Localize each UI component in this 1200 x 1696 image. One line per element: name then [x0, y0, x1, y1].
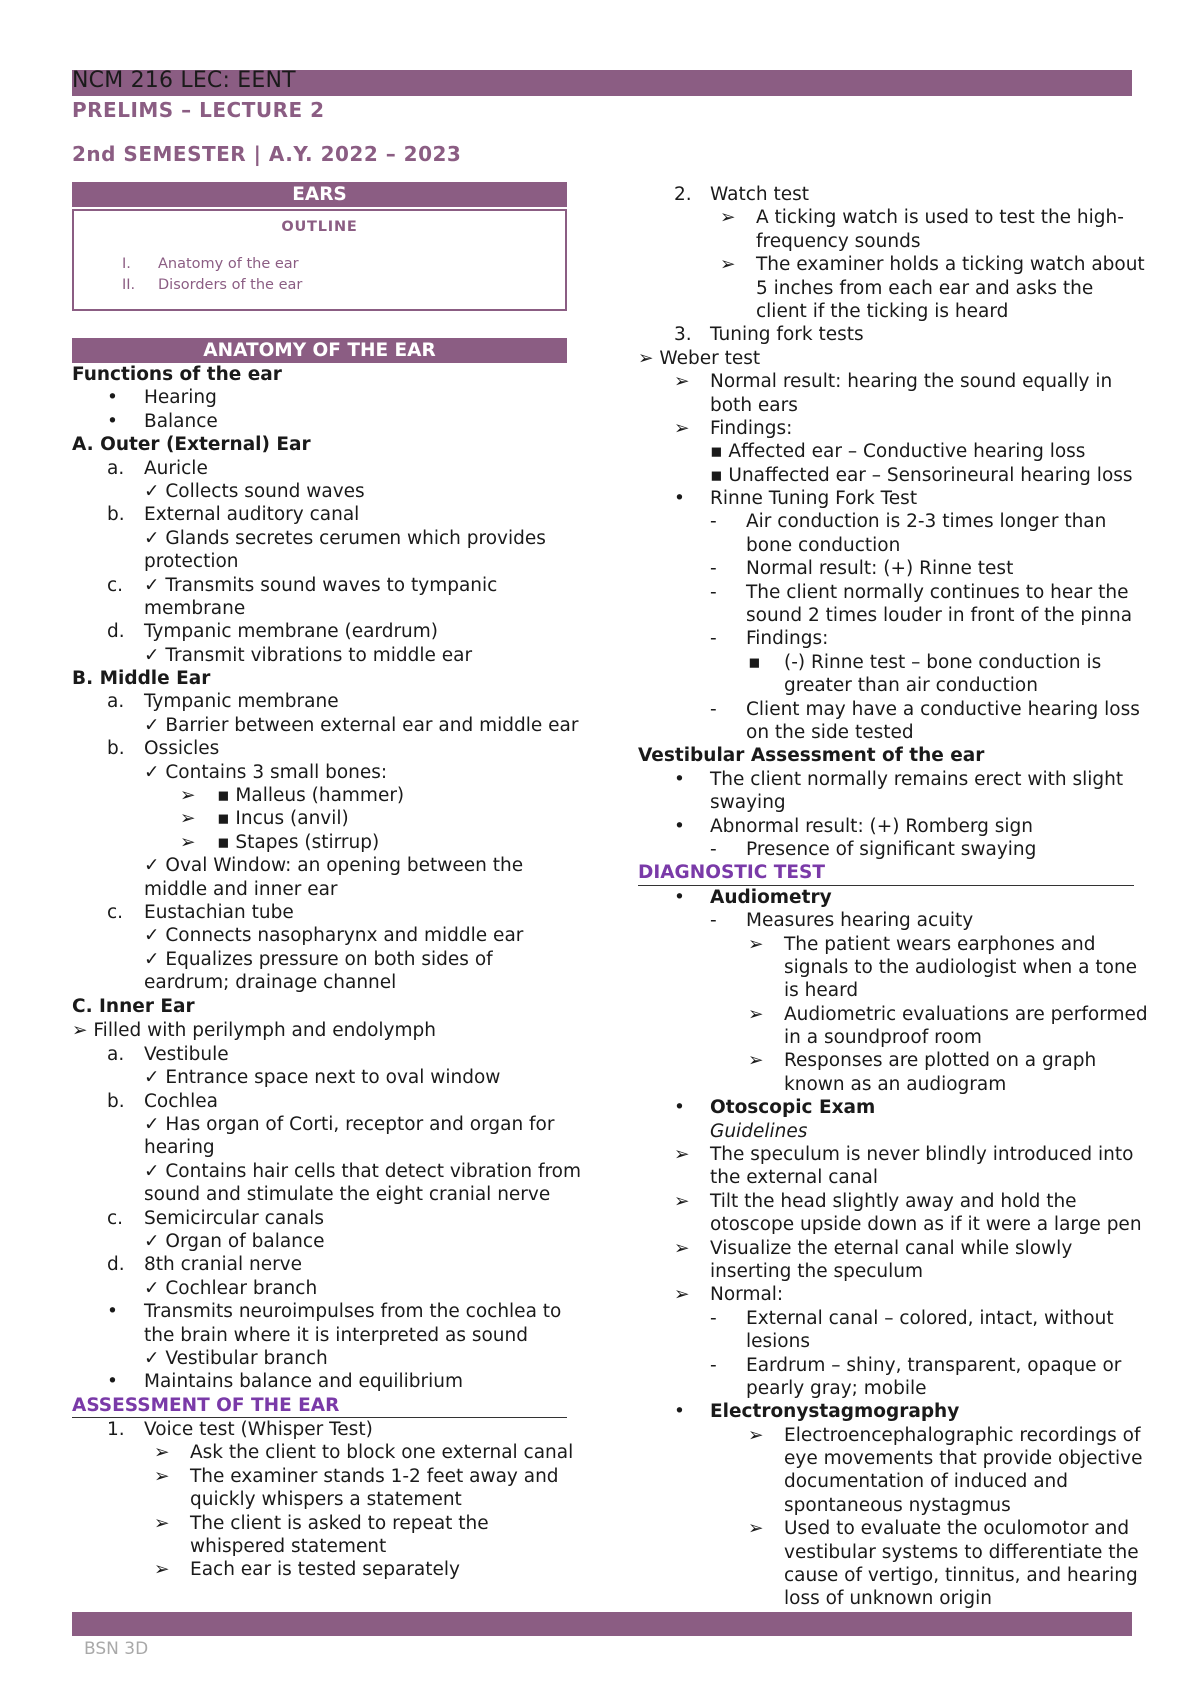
subheading-line: [72, 995, 567, 1018]
list-marker: 3.: [674, 324, 692, 346]
line-text: the external canal: [710, 1167, 878, 1189]
body-line: [638, 1073, 1134, 1096]
body-line: [72, 1113, 567, 1136]
list-marker: ➢: [674, 1144, 690, 1166]
body-line: [72, 784, 567, 807]
body-line: [72, 1207, 567, 1230]
anatomy-band: ANATOMY OF THE EAR: [72, 338, 567, 363]
body-line: [72, 1535, 567, 1558]
list-marker: ➢: [674, 417, 690, 439]
body-line: [638, 1587, 1134, 1610]
body-line: [72, 878, 567, 901]
body-line: [638, 1377, 1134, 1400]
line-text: Audiometry: [710, 886, 832, 908]
body-line: [638, 1517, 1134, 1540]
line-text: Electronystagmography: [710, 1401, 960, 1423]
body-line: [638, 1049, 1134, 1072]
line-text: Balance: [144, 410, 218, 432]
section-heading-text: DIAGNOSTIC TEST: [638, 862, 825, 884]
list-marker: •: [674, 488, 685, 510]
list-marker: ➢: [748, 1424, 764, 1446]
line-text: middle and inner ear: [144, 878, 338, 900]
body-line: [72, 527, 567, 550]
body-line: [638, 1213, 1142, 1236]
body-line: [638, 487, 1134, 510]
list-marker: -: [710, 628, 717, 650]
line-text: ➢ Weber test: [638, 347, 761, 369]
line-text: ✓ Organ of balance: [144, 1230, 325, 1252]
list-marker: ➢: [748, 1050, 764, 1072]
line-text: in a soundproof room: [784, 1027, 982, 1049]
body-line: [72, 386, 567, 409]
line-text: client if the ticking is heard: [756, 300, 1009, 322]
lecture-subtitle: PRELIMS – LECTURE 2: [72, 98, 325, 122]
list-marker: -: [710, 838, 717, 860]
line-text: ✓ Transmits sound waves to tympanic: [144, 574, 498, 596]
body-line: [638, 933, 1134, 956]
list-marker: ➢: [154, 1512, 170, 1534]
line-text: External auditory canal: [144, 504, 360, 526]
line-text: External canal – colored, intact, without: [746, 1307, 1114, 1329]
line-text: 5 inches from each ear and asks the: [756, 277, 1094, 299]
body-line: [638, 1166, 1134, 1189]
outline-item: [122, 277, 302, 293]
line-text: ✓ Has organ of Corti, receptor and organ for: [144, 1114, 555, 1135]
line-text: Visualize the eternal canal while slowly: [710, 1237, 1073, 1259]
outline-item-number: II.: [122, 277, 136, 293]
list-marker: •: [674, 815, 685, 837]
list-marker: •: [107, 387, 118, 409]
list-marker: d.: [107, 1254, 125, 1276]
line-text: Transmits neuroimpulses from the cochlea to: [144, 1301, 562, 1323]
line-text: A. Outer (External) Ear: [72, 434, 311, 456]
line-text: Used to evaluate the oculomotor and: [784, 1518, 1130, 1540]
body-line: [638, 1447, 1143, 1470]
line-text: inserting the speculum: [710, 1260, 924, 1282]
body-line: [72, 1043, 567, 1066]
list-marker: ➢: [674, 1190, 690, 1212]
line-text: ▪ Affected ear – Conductive hearing loss: [710, 441, 1086, 463]
body-line: [72, 1512, 567, 1535]
body-line: [72, 1136, 567, 1159]
list-marker: 1.: [107, 1419, 125, 1441]
list-marker: -: [710, 581, 717, 603]
body-line: [638, 721, 1134, 744]
line-text: ▪ Unaffected ear – Sensorineural hearing loss: [710, 464, 1133, 486]
line-text: ✓ Glands secretes cerumen which provides: [144, 527, 546, 549]
line-text: Otoscopic Exam: [710, 1097, 876, 1119]
line-text: Air conduction is 2-3 times longer than: [746, 511, 1107, 533]
line-text: ✓ Contains 3 small bones:: [144, 761, 388, 783]
body-line: [638, 300, 1134, 323]
line-text: A ticking watch is used to test the high-: [756, 207, 1124, 229]
line-text: Vestibule: [144, 1043, 229, 1065]
line-text: Tympanic membrane: [144, 691, 339, 713]
line-text: Presence of significant swaying: [746, 838, 1037, 860]
body-line: [638, 1470, 1134, 1493]
line-text: lesions: [746, 1331, 810, 1353]
line-text: eardrum; drainage channel: [144, 972, 397, 994]
list-marker: ▪: [748, 651, 761, 673]
body-line: [72, 1090, 567, 1113]
list-marker: ➢: [674, 1237, 690, 1259]
list-marker: ➢: [180, 808, 196, 830]
body-line: [638, 1120, 1134, 1143]
list-marker: ➢: [748, 1003, 764, 1025]
line-text: membrane: [144, 597, 246, 619]
right-column: [638, 183, 1148, 1611]
body-line: [72, 714, 579, 737]
body-line: [638, 534, 1134, 557]
list-marker: -: [710, 511, 717, 533]
line-text: the brain where it is interpreted as sound: [144, 1324, 529, 1346]
line-text: B. Middle Ear: [72, 668, 211, 690]
list-marker: ➢: [748, 933, 764, 955]
body-line: [638, 1330, 1134, 1353]
list-marker: c.: [107, 901, 124, 923]
body-line: [638, 440, 1134, 463]
list-marker: ➢: [748, 1518, 764, 1540]
list-marker: b.: [107, 738, 125, 760]
body-line: [638, 1003, 1148, 1026]
body-line: [72, 1253, 567, 1276]
line-text: Responses are plotted on a graph: [784, 1050, 1097, 1072]
list-marker: c.: [107, 1207, 124, 1229]
line-text: Findings:: [710, 417, 793, 439]
line-text: Eardrum – shiny, transparent, opaque or: [746, 1354, 1122, 1376]
list-marker: ➢: [154, 1442, 170, 1464]
line-text: ▪ Incus (anvil): [217, 808, 349, 830]
body-line: [638, 230, 1134, 253]
list-marker: 2.: [674, 184, 692, 205]
line-text: C. Inner Ear: [72, 995, 195, 1017]
line-text: documentation of induced and: [784, 1471, 1069, 1493]
body-line: [638, 1494, 1134, 1517]
line-text: The examiner holds a ticking watch about: [756, 254, 1145, 276]
line-text: ✓ Connects nasopharynx and middle ear: [144, 925, 524, 947]
list-marker: •: [674, 886, 685, 908]
line-text: ✓ Cochlear branch: [144, 1277, 318, 1299]
body-line: [72, 854, 567, 877]
line-text: Ask the client to block one external canal: [190, 1442, 574, 1464]
outline-item: [122, 256, 299, 272]
list-marker: b.: [107, 1090, 125, 1112]
body-line: [72, 644, 567, 667]
line-text: Auricle: [144, 457, 208, 479]
list-marker: ➢: [180, 831, 196, 853]
line-text: Client may have a conductive hearing loss: [746, 698, 1140, 720]
line-text: ✓ Oval Window: an opening between the: [144, 855, 524, 877]
body-line: [72, 1183, 567, 1206]
section-heading: [72, 1394, 567, 1418]
line-text: The patient wears earphones and: [784, 933, 1096, 955]
body-line: [638, 909, 1134, 932]
body-line: [638, 979, 1134, 1002]
line-text: ➢ Filled with perilymph and endolymph: [72, 1020, 436, 1042]
list-marker: a.: [107, 1043, 125, 1065]
body-line: [638, 1541, 1139, 1564]
list-marker: ➢: [674, 1284, 690, 1306]
line-text: Abnormal result: (+) Romberg sign: [710, 815, 1034, 837]
body-line: [638, 698, 1140, 721]
line-text: hearing: [144, 1137, 215, 1159]
line-text: Eustachian tube: [144, 901, 294, 923]
body-line: [638, 510, 1134, 533]
line-text: ▪ Malleus (hammer): [217, 785, 405, 807]
body-line: [72, 901, 567, 924]
line-text: Normal result: (+) Rinne test: [746, 558, 1014, 580]
line-text: Measures hearing acuity: [746, 910, 974, 932]
line-text: Cochlea: [144, 1090, 218, 1112]
body-line: [72, 1465, 567, 1488]
body-line: [638, 838, 1134, 861]
body-line: [638, 183, 1134, 206]
outline-item-number: I.: [122, 256, 131, 272]
list-marker: a.: [107, 691, 125, 713]
line-text: eye movements that provide objective: [784, 1448, 1143, 1470]
line-text: Tilt the head slightly away and hold the: [710, 1190, 1077, 1212]
body-line: [72, 1066, 567, 1089]
body-line: [638, 1354, 1134, 1377]
line-text: ✓ Equalizes pressure on both sides of: [144, 948, 493, 970]
body-line: [638, 1026, 1134, 1049]
body-line: [638, 1143, 1134, 1166]
list-marker: •: [107, 1371, 118, 1393]
body-line: [638, 370, 1134, 393]
body-line: [638, 277, 1134, 300]
body-line: [638, 557, 1134, 580]
body-line: [72, 1277, 567, 1300]
line-text: known as an audiogram: [784, 1073, 1007, 1095]
body-line: [638, 768, 1134, 791]
body-line: [72, 831, 567, 854]
body-line: [72, 457, 567, 480]
subheading-line: [638, 886, 1134, 909]
body-line: [72, 620, 567, 643]
body-line: [638, 253, 1145, 276]
subheading-line: [638, 1096, 1134, 1119]
list-marker: -: [710, 1354, 717, 1376]
body-line: [72, 971, 567, 994]
left-column: [72, 182, 582, 1582]
line-text: ✓ Collects sound waves: [144, 480, 365, 502]
list-marker: ➢: [154, 1465, 170, 1487]
list-marker: ➢: [154, 1559, 170, 1581]
body-line: [72, 1370, 567, 1393]
line-text: Audiometric evaluations are performed: [784, 1003, 1148, 1025]
line-text: (-) Rinne test – bone conduction is: [784, 651, 1102, 673]
line-text: Electroencephalographic recordings of: [784, 1424, 1141, 1446]
line-text: Tuning fork tests: [710, 324, 864, 346]
line-text: ▪ Stapes (stirrup): [217, 831, 380, 853]
line-text: vestibular systems to differentiate the: [784, 1541, 1139, 1563]
body-line: [72, 737, 567, 760]
body-line: [638, 1424, 1141, 1447]
line-text: protection: [144, 551, 239, 573]
line-text: The examiner stands 1-2 feet away and: [190, 1465, 559, 1487]
line-text: cause of vertigo, tinnitus, and hearing: [784, 1565, 1138, 1587]
body-line: [638, 604, 1134, 627]
subheading-line: [72, 667, 567, 690]
line-text: Normal:: [710, 1284, 784, 1306]
body-line: [638, 651, 1134, 674]
line-text: The client is asked to repeat the: [190, 1512, 489, 1534]
list-marker: •: [107, 1301, 118, 1323]
body-line: [72, 948, 567, 971]
body-line: [72, 807, 567, 830]
section-heading-text: ASSESSMENT OF THE EAR: [72, 1394, 340, 1416]
line-text: both ears: [710, 394, 798, 416]
list-marker: ➢: [720, 254, 736, 276]
body-line: [72, 1019, 567, 1042]
body-line: [72, 1441, 574, 1464]
line-text: signals to the audiologist when a tone: [784, 956, 1138, 978]
body-line: [638, 815, 1134, 838]
line-text: Voice test (Whisper Test): [144, 1419, 373, 1441]
footer-label: BSN 3D: [84, 1639, 149, 1659]
line-text: Ossicles: [144, 738, 220, 760]
line-text: Findings:: [746, 628, 829, 650]
line-text: frequency sounds: [756, 230, 921, 252]
line-text: Guidelines: [710, 1120, 808, 1142]
line-text: otoscope upside down as if it were a large pen: [710, 1214, 1142, 1236]
line-text: spontaneous nystagmus: [784, 1494, 1011, 1516]
line-text: Functions of the ear: [72, 364, 282, 385]
body-line: [72, 410, 567, 433]
body-line: [638, 417, 1134, 440]
list-marker: -: [710, 910, 717, 932]
body-line: [638, 1260, 1134, 1283]
list-marker: •: [674, 1401, 685, 1423]
line-text: Watch test: [710, 184, 810, 205]
line-text: 8th cranial nerve: [144, 1254, 303, 1276]
body-line: [638, 1237, 1134, 1260]
line-text: ✓ Vestibular branch: [144, 1347, 328, 1369]
list-marker: -: [710, 1307, 717, 1329]
line-text: Semicircular canals: [144, 1207, 325, 1229]
subheading-line: [72, 433, 567, 456]
list-marker: ➢: [180, 785, 196, 807]
outline-title: OUTLINE: [281, 219, 358, 235]
line-text: whispered statement: [190, 1536, 387, 1558]
line-text: Normal result: hearing the sound equally in: [710, 371, 1113, 393]
body-line: [638, 323, 1134, 346]
line-text: swaying: [710, 792, 786, 814]
body-line: [638, 1190, 1134, 1213]
body-line: [638, 347, 1134, 370]
list-marker: ➢: [720, 207, 736, 229]
body-line: [72, 1324, 567, 1347]
body-line: [638, 1307, 1134, 1330]
list-marker: a.: [107, 457, 125, 479]
body-line: [72, 924, 567, 947]
list-marker: -: [710, 698, 717, 720]
body-line: [72, 597, 567, 620]
line-text: on the side tested: [746, 721, 914, 743]
list-marker: •: [107, 410, 118, 432]
list-marker: -: [710, 558, 717, 580]
ears-band: EARS: [72, 182, 567, 207]
body-line: [638, 674, 1134, 697]
line-text: Hearing: [144, 387, 217, 409]
body-line: [638, 394, 1134, 417]
footer-bar: [72, 1612, 1132, 1636]
body-line: [72, 550, 567, 573]
body-line: [72, 480, 567, 503]
line-text: Tympanic membrane (eardrum): [144, 621, 439, 643]
line-text: pearly gray; mobile: [746, 1377, 927, 1399]
list-marker: b.: [107, 504, 125, 526]
subheading-line: [72, 363, 567, 386]
line-text: The speculum is never blindly introduced into: [710, 1144, 1134, 1166]
body-line: [638, 1283, 1134, 1306]
section-heading: [638, 861, 1134, 885]
outline-item-text: Anatomy of the ear: [158, 256, 299, 272]
body-line: [72, 1418, 567, 1441]
body-line: [638, 206, 1134, 229]
line-text: loss of unknown origin: [784, 1588, 992, 1610]
line-text: ✓ Transmit vibrations to middle ear: [144, 644, 473, 666]
outline-item-text: Disorders of the ear: [158, 277, 303, 293]
right-body-text: [638, 183, 1148, 1611]
body-line: [72, 1160, 582, 1183]
line-text: quickly whispers a statement: [190, 1489, 462, 1511]
body-line: [638, 581, 1134, 604]
line-text: Vestibular Assessment of the ear: [638, 745, 985, 767]
body-line: [72, 1230, 567, 1253]
line-text: The client normally remains erect with slight: [710, 768, 1124, 790]
line-text: greater than air conduction: [784, 675, 1038, 697]
line-text: sound 2 times louder in front of the pinna: [746, 605, 1133, 627]
line-text: ✓ Contains hair cells that detect vibration from: [144, 1160, 582, 1182]
line-text: is heard: [784, 980, 859, 1002]
list-marker: c.: [107, 574, 124, 596]
line-text: sound and stimulate the eight cranial nerve: [144, 1184, 551, 1206]
subheading-line: [638, 744, 1134, 767]
line-text: Rinne Tuning Fork Test: [710, 488, 918, 510]
left-body-text: [72, 363, 582, 1582]
course-title: NCM 216 LEC: EENT: [72, 68, 296, 93]
body-line: [638, 956, 1138, 979]
line-text: Each ear is tested separately: [190, 1559, 460, 1581]
body-line: [638, 1564, 1138, 1587]
body-line: [72, 503, 567, 526]
list-marker: •: [674, 768, 685, 790]
body-line: [638, 791, 1134, 814]
body-line: [72, 1347, 567, 1370]
line-text: The client normally continues to hear the: [746, 581, 1129, 603]
subheading-line: [638, 1400, 1134, 1423]
semester-line: 2nd SEMESTER | A.Y. 2022 – 2023: [72, 142, 462, 166]
line-text: Maintains balance and equilibrium: [144, 1371, 464, 1393]
body-line: [72, 690, 567, 713]
body-line: [72, 761, 567, 784]
body-line: [72, 574, 567, 597]
body-line: [638, 627, 1134, 650]
list-marker: •: [674, 1097, 685, 1119]
body-line: [72, 1558, 567, 1581]
line-text: ✓ Entrance space next to oval window: [144, 1067, 501, 1089]
outline-box: [72, 209, 567, 311]
body-line: [72, 1300, 567, 1323]
line-text: ✓ Barrier between external ear and middle ear: [144, 714, 579, 736]
body-line: [72, 1488, 567, 1511]
body-line: [638, 464, 1134, 487]
list-marker: d.: [107, 621, 125, 643]
list-marker: ➢: [674, 371, 690, 393]
line-text: bone conduction: [746, 534, 901, 556]
